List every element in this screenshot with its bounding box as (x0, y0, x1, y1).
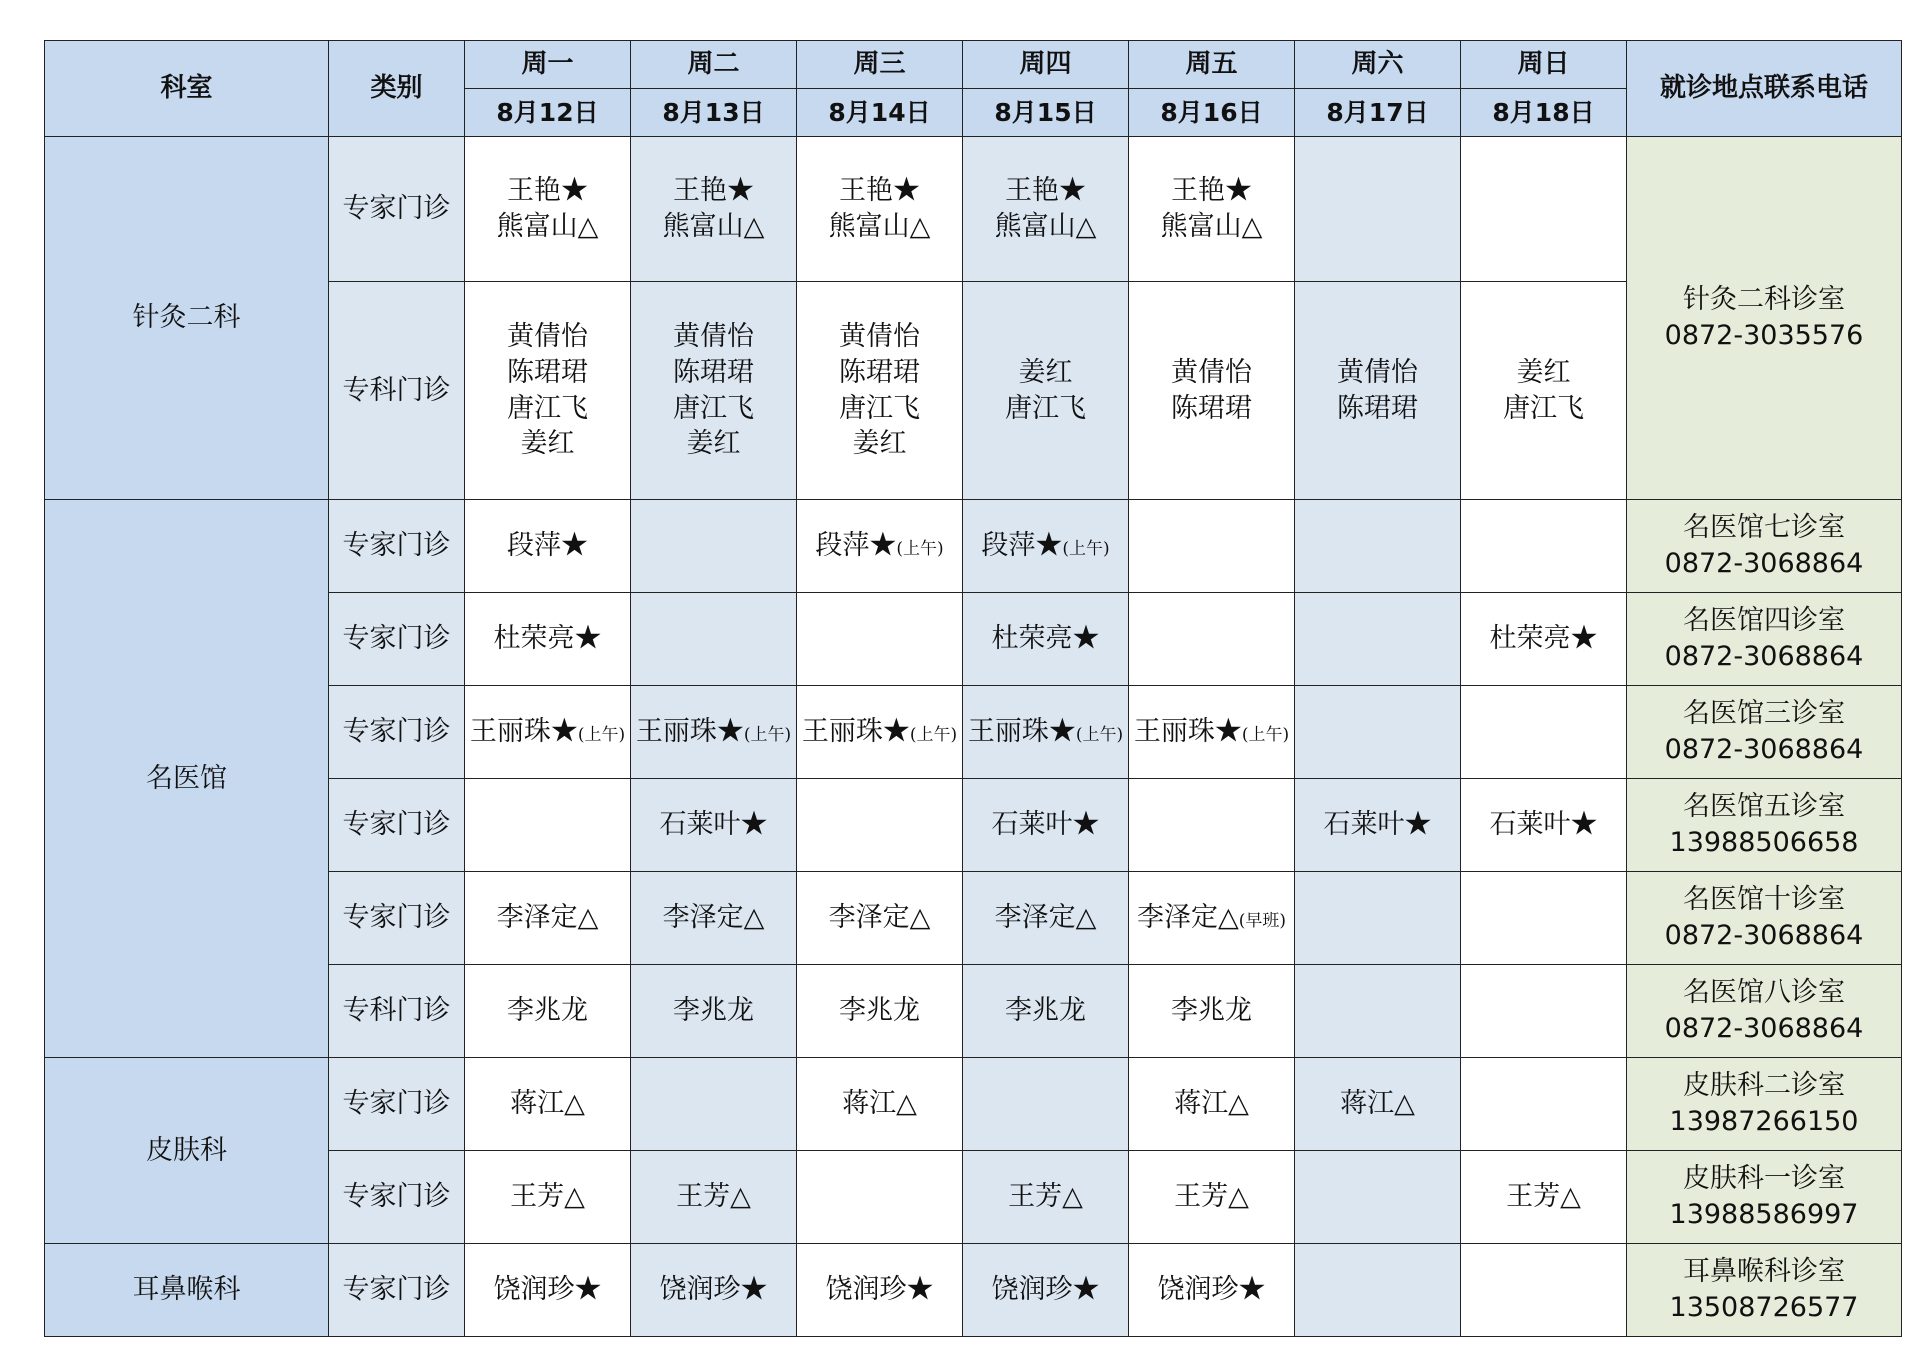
doctor-entry (465, 1086, 630, 1122)
doctor-name: 李兆龙 (673, 995, 754, 1027)
doctor-entry (631, 426, 796, 462)
schedule-cell (1461, 965, 1627, 1058)
doctor-entry (631, 319, 796, 355)
doctor-entry (963, 209, 1128, 245)
schedule-cell (1295, 593, 1461, 686)
outpatient-schedule-table (44, 40, 1902, 1337)
doctor-entry (1295, 807, 1460, 843)
schedule-cell (1129, 1058, 1295, 1151)
schedule-cell (797, 593, 963, 686)
clinic-type-cell: 专家门诊 (329, 1058, 465, 1151)
schedule-cell (963, 965, 1129, 1058)
schedule-cell (631, 872, 797, 965)
doctor-name: 熊富山△ (496, 211, 599, 242)
doctor-entry (465, 391, 630, 427)
doctor-name: 饶润珍★ (991, 1274, 1100, 1306)
weekday-header: 周六 (1295, 41, 1461, 89)
doctor-name: 杜荣亮★ (991, 623, 1100, 655)
doctor-entry (465, 319, 630, 355)
doctor-entry (465, 528, 630, 564)
schedule-cell (1295, 965, 1461, 1058)
doctor-entry (1129, 355, 1294, 391)
doctor-entry (1129, 993, 1294, 1029)
weekday-header: 周三 (797, 41, 963, 89)
doctor-name: 李泽定△ (1136, 902, 1239, 934)
schedule-cell (1295, 282, 1461, 500)
doctor-name: 陈珺珺 (673, 356, 754, 388)
phone-number: 0872-3068864 (1664, 641, 1864, 672)
doctor-name: 姜红 (1018, 356, 1073, 388)
doctor-name: 石莱叶★ (1489, 809, 1598, 841)
doctor-entry (797, 355, 962, 391)
doctor-name: 段萍★ (815, 530, 897, 562)
schedule-cell (1461, 1244, 1627, 1337)
doctor-name: 姜红 (520, 428, 575, 460)
schedule-cell (797, 1058, 963, 1151)
doctor-entry (1129, 1086, 1294, 1122)
schedule-cell (963, 686, 1129, 779)
doctor-name: 蒋江△ (842, 1088, 917, 1120)
department-cell: 皮肤科 (45, 1058, 329, 1244)
doctor-name: 黄倩怡 (1337, 356, 1418, 388)
schedule-cell (1129, 965, 1295, 1058)
date-header: 8月18日 (1461, 89, 1627, 137)
shift-note: (上午) (1241, 725, 1290, 746)
doctor-entry (465, 621, 630, 657)
schedule-cell (631, 282, 797, 500)
doctor-name: 王芳△ (1174, 1181, 1249, 1213)
date-header: 8月13日 (631, 89, 797, 137)
doctor-entry (963, 714, 1128, 750)
doctor-name: 姜红 (686, 428, 741, 460)
doctor-name: 熊富山△ (828, 211, 931, 242)
schedule-cell (963, 500, 1129, 593)
doctor-entry (631, 173, 796, 209)
doctor-name: 李兆龙 (839, 995, 920, 1027)
doctor-name: 石莱叶★ (1323, 809, 1432, 841)
location-contact-cell (1627, 137, 1902, 500)
schedule-cell (963, 137, 1129, 282)
doctor-name: 王艳★ (1005, 175, 1086, 207)
doctor-name: 陈珺珺 (839, 356, 920, 388)
doctor-entry (797, 209, 962, 245)
location-contact-cell (1627, 965, 1902, 1058)
doctor-name: 熊富山△ (1160, 211, 1263, 242)
phone-number: 13988586997 (1669, 1199, 1859, 1230)
doctor-entry (1129, 900, 1294, 936)
schedule-cell (1461, 137, 1627, 282)
doctor-entry (963, 900, 1128, 936)
schedule-cell (631, 593, 797, 686)
schedule-cell (963, 593, 1129, 686)
schedule-cell (631, 1151, 797, 1244)
clinic-room: 名医馆四诊室 (1683, 605, 1845, 637)
clinic-type-cell: 专家门诊 (329, 686, 465, 779)
doctor-name: 饶润珍★ (659, 1274, 768, 1306)
schedule-cell (1461, 686, 1627, 779)
doctor-name: 石莱叶★ (659, 809, 768, 841)
doctor-entry (1295, 391, 1460, 427)
schedule-cell (963, 1058, 1129, 1151)
doctor-name: 王芳△ (1008, 1181, 1083, 1213)
clinic-room: 皮肤科二诊室 (1683, 1070, 1845, 1102)
doctor-entry (465, 355, 630, 391)
doctor-entry (631, 1272, 796, 1308)
clinic-type-cell: 专家门诊 (329, 1244, 465, 1337)
doctor-name: 熊富山△ (662, 211, 765, 242)
doctor-entry (465, 900, 630, 936)
schedule-cell (1295, 686, 1461, 779)
schedule-cell (963, 872, 1129, 965)
weekday-header: 周五 (1129, 41, 1295, 89)
doctor-entry (797, 319, 962, 355)
table-header (45, 41, 1902, 137)
location-contact-cell (1627, 779, 1902, 872)
schedule-cell (465, 282, 631, 500)
doctor-name: 饶润珍★ (493, 1274, 602, 1306)
doctor-entry (465, 993, 630, 1029)
location-contact-cell (1627, 1244, 1902, 1337)
schedule-cell (631, 1244, 797, 1337)
clinic-type-cell: 专家门诊 (329, 593, 465, 686)
doctor-entry (1129, 209, 1294, 245)
doctor-entry (1129, 1272, 1294, 1308)
doctor-entry (797, 426, 962, 462)
schedule-cell (465, 872, 631, 965)
doctor-entry (1295, 355, 1460, 391)
doctor-name: 蒋江△ (1174, 1088, 1249, 1120)
doctor-entry (631, 209, 796, 245)
doctor-name: 姜红 (1516, 356, 1571, 388)
doctor-name: 黄倩怡 (1171, 356, 1252, 388)
shift-note: (上午) (1075, 725, 1124, 746)
schedule-cell (465, 1058, 631, 1151)
date-header: 8月12日 (465, 89, 631, 137)
doctor-entry (963, 807, 1128, 843)
schedule-cell (963, 779, 1129, 872)
schedule-cell (1129, 872, 1295, 965)
table-row (45, 137, 1902, 282)
doctor-entry (1461, 621, 1626, 657)
department-cell: 针灸二科 (45, 137, 329, 500)
doctor-entry (963, 1179, 1128, 1215)
table-row (45, 1058, 1902, 1151)
location-contact-cell (1627, 1151, 1902, 1244)
schedule-cell (631, 779, 797, 872)
doctor-name: 熊富山△ (994, 211, 1097, 242)
schedule-cell (465, 1151, 631, 1244)
phone-number: 0872-3035576 (1664, 320, 1864, 351)
clinic-room: 名医馆五诊室 (1683, 791, 1845, 823)
schedule-cell (465, 779, 631, 872)
doctor-name: 饶润珍★ (1157, 1274, 1266, 1306)
location-contact-cell (1627, 593, 1902, 686)
schedule-cell (963, 1151, 1129, 1244)
schedule-cell (797, 872, 963, 965)
clinic-type-cell: 专科门诊 (329, 965, 465, 1058)
clinic-type-cell: 专科门诊 (329, 282, 465, 500)
table-row (45, 500, 1902, 593)
doctor-name: 李泽定△ (828, 902, 931, 934)
shift-note: (上午) (577, 725, 626, 746)
doctor-name: 王丽珠★ (967, 716, 1076, 748)
location-column-header: 就诊地点联系电话 (1627, 41, 1902, 137)
table-body (45, 137, 1902, 1337)
schedule-cell (465, 500, 631, 593)
location-contact-cell (1627, 500, 1902, 593)
doctor-name: 李泽定△ (496, 902, 599, 934)
schedule-cell (1295, 1151, 1461, 1244)
schedule-cell (797, 779, 963, 872)
doctor-entry (1129, 391, 1294, 427)
doctor-name: 饶润珍★ (825, 1274, 934, 1306)
doctor-name: 王丽珠★ (1133, 716, 1242, 748)
clinic-room: 名医馆十诊室 (1683, 884, 1845, 916)
doctor-name: 段萍★ (507, 530, 588, 562)
shift-note: (早班) (1238, 911, 1287, 932)
schedule-cell (797, 1244, 963, 1337)
clinic-room: 皮肤科一诊室 (1683, 1163, 1845, 1195)
schedule-cell (631, 965, 797, 1058)
dept-column-header: 科室 (45, 41, 329, 137)
doctor-entry (963, 993, 1128, 1029)
table-row (45, 1244, 1902, 1337)
location-contact-cell (1627, 686, 1902, 779)
doctor-name: 李兆龙 (507, 995, 588, 1027)
doctor-entry (631, 1179, 796, 1215)
weekday-header: 周四 (963, 41, 1129, 89)
department-cell: 耳鼻喉科 (45, 1244, 329, 1337)
schedule-cell (1129, 593, 1295, 686)
doctor-name: 王丽珠★ (469, 716, 578, 748)
shift-note: (上午) (743, 725, 792, 746)
schedule-cell (1461, 593, 1627, 686)
schedule-cell (1295, 137, 1461, 282)
clinic-room: 针灸二科诊室 (1683, 284, 1845, 316)
doctor-entry (631, 714, 796, 750)
doctor-name: 唐江飞 (507, 392, 588, 424)
doctor-entry (631, 993, 796, 1029)
doctor-entry (963, 621, 1128, 657)
doctor-entry (797, 900, 962, 936)
schedule-cell (465, 593, 631, 686)
clinic-room: 名医馆八诊室 (1683, 977, 1845, 1009)
schedule-cell (1129, 282, 1295, 500)
doctor-entry (963, 528, 1128, 564)
doctor-entry (1129, 1179, 1294, 1215)
schedule-cell (1129, 686, 1295, 779)
schedule-cell (797, 965, 963, 1058)
doctor-entry (1461, 807, 1626, 843)
schedule-cell (465, 686, 631, 779)
shift-note: (上午) (896, 539, 944, 560)
clinic-room: 耳鼻喉科诊室 (1683, 1256, 1845, 1288)
doctor-entry (1129, 173, 1294, 209)
doctor-name: 唐江飞 (1503, 392, 1584, 424)
doctor-entry (631, 900, 796, 936)
doctor-name: 黄倩怡 (839, 321, 920, 353)
location-contact-cell (1627, 872, 1902, 965)
phone-number: 0872-3068864 (1664, 920, 1864, 951)
clinic-type-cell: 专家门诊 (329, 137, 465, 282)
department-cell: 名医馆 (45, 500, 329, 1058)
schedule-cell (797, 1151, 963, 1244)
doctor-name: 王芳△ (676, 1181, 751, 1213)
schedule-cell (1461, 872, 1627, 965)
doctor-entry (465, 209, 630, 245)
doctor-entry (797, 1086, 962, 1122)
doctor-name: 王艳★ (673, 175, 754, 207)
doctor-name: 陈珺珺 (507, 356, 588, 388)
doctor-name: 王艳★ (507, 175, 588, 207)
doctor-entry (1461, 355, 1626, 391)
doctor-entry (963, 1272, 1128, 1308)
location-contact-cell (1627, 1058, 1902, 1151)
doctor-name: 蒋江△ (510, 1088, 585, 1120)
doctor-entry (631, 391, 796, 427)
schedule-cell (1295, 1244, 1461, 1337)
doctor-name: 陈珺珺 (1171, 392, 1252, 424)
phone-number: 0872-3068864 (1664, 548, 1864, 579)
phone-number: 13988506658 (1669, 827, 1859, 858)
doctor-name: 王芳△ (1506, 1181, 1581, 1213)
schedule-cell (631, 137, 797, 282)
date-header: 8月16日 (1129, 89, 1295, 137)
schedule-cell (1461, 1151, 1627, 1244)
clinic-type-cell: 专家门诊 (329, 500, 465, 593)
date-header: 8月14日 (797, 89, 963, 137)
doctor-name: 黄倩怡 (673, 321, 754, 353)
doctor-entry (465, 426, 630, 462)
weekday-header: 周一 (465, 41, 631, 89)
doctor-entry (465, 173, 630, 209)
doctor-entry (797, 1272, 962, 1308)
doctor-entry (963, 355, 1128, 391)
date-header: 8月15日 (963, 89, 1129, 137)
clinic-type-cell: 专家门诊 (329, 872, 465, 965)
doctor-name: 李兆龙 (1171, 995, 1252, 1027)
phone-number: 13987266150 (1669, 1106, 1859, 1137)
doctor-name: 李泽定△ (994, 902, 1097, 934)
phone-number: 0872-3068864 (1664, 1013, 1864, 1044)
doctor-entry (631, 807, 796, 843)
schedule-cell (963, 282, 1129, 500)
doctor-name: 唐江飞 (673, 392, 754, 424)
shift-note: (上午) (909, 725, 958, 746)
doctor-entry (797, 528, 962, 564)
schedule-cell (1129, 137, 1295, 282)
doctor-name: 蒋江△ (1340, 1088, 1415, 1120)
doctor-name: 杜荣亮★ (493, 623, 602, 655)
doctor-name: 王丽珠★ (801, 716, 910, 748)
doctor-name: 王丽珠★ (635, 716, 744, 748)
schedule-cell (797, 282, 963, 500)
date-header: 8月17日 (1295, 89, 1461, 137)
weekday-header: 周日 (1461, 41, 1627, 89)
doctor-entry (963, 173, 1128, 209)
doctor-entry (465, 1179, 630, 1215)
clinic-room: 名医馆三诊室 (1683, 698, 1845, 730)
clinic-type-cell: 专家门诊 (329, 1151, 465, 1244)
doctor-name: 唐江飞 (839, 392, 920, 424)
schedule-cell (465, 1244, 631, 1337)
doctor-name: 王芳△ (510, 1181, 585, 1213)
schedule-cell (797, 137, 963, 282)
doctor-entry (1129, 714, 1294, 750)
doctor-name: 石莱叶★ (991, 809, 1100, 841)
doctor-name: 唐江飞 (1005, 392, 1086, 424)
doctor-name: 陈珺珺 (1337, 392, 1418, 424)
phone-number: 13508726577 (1669, 1292, 1859, 1323)
doctor-entry (1461, 391, 1626, 427)
schedule-cell (1461, 500, 1627, 593)
doctor-entry (797, 173, 962, 209)
schedule-cell (1461, 282, 1627, 500)
doctor-entry (465, 1272, 630, 1308)
schedule-cell (631, 1058, 797, 1151)
doctor-name: 李兆龙 (1005, 995, 1086, 1027)
doctor-entry (797, 714, 962, 750)
doctor-name: 段萍★ (981, 530, 1063, 562)
schedule-cell (465, 137, 631, 282)
schedule-cell (963, 1244, 1129, 1337)
type-column-header: 类别 (329, 41, 465, 137)
clinic-room: 名医馆七诊室 (1683, 512, 1845, 544)
phone-number: 0872-3068864 (1664, 734, 1864, 765)
schedule-cell (631, 500, 797, 593)
schedule-cell (465, 965, 631, 1058)
weekday-header: 周二 (631, 41, 797, 89)
schedule-cell (1295, 779, 1461, 872)
doctor-name: 姜红 (852, 428, 907, 460)
schedule-cell (631, 686, 797, 779)
schedule-cell (1129, 779, 1295, 872)
schedule-cell (1295, 872, 1461, 965)
schedule-cell (797, 686, 963, 779)
doctor-entry (963, 391, 1128, 427)
doctor-entry (797, 993, 962, 1029)
doctor-name: 王艳★ (1171, 175, 1252, 207)
schedule-cell (1295, 1058, 1461, 1151)
doctor-entry (465, 714, 630, 750)
doctor-name: 杜荣亮★ (1489, 623, 1598, 655)
schedule-cell (1461, 1058, 1627, 1151)
doctor-entry (797, 391, 962, 427)
schedule-cell (1129, 500, 1295, 593)
doctor-name: 王艳★ (839, 175, 920, 207)
schedule-cell (1295, 500, 1461, 593)
doctor-entry (1461, 1179, 1626, 1215)
doctor-name: 黄倩怡 (507, 321, 588, 353)
clinic-type-cell: 专家门诊 (329, 779, 465, 872)
schedule-cell (1129, 1151, 1295, 1244)
schedule-cell (1461, 779, 1627, 872)
schedule-cell (1129, 1244, 1295, 1337)
doctor-entry (631, 355, 796, 391)
doctor-name: 李泽定△ (662, 902, 765, 934)
doctor-entry (1295, 1086, 1460, 1122)
shift-note: (上午) (1062, 539, 1110, 560)
schedule-cell (797, 500, 963, 593)
